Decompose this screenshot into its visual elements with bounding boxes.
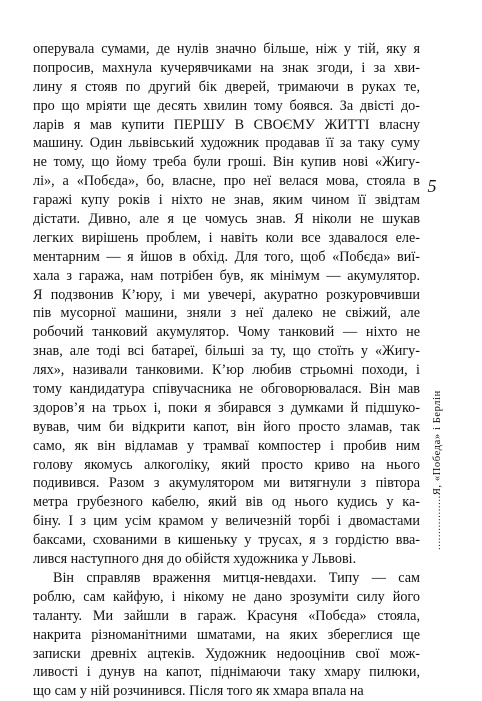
text-line: біну. І з цим усім крамом у величезній торбі і двомастами (33, 513, 420, 530)
text-line: вував, чим би відкрити капот, він його просто зламав, так (33, 418, 420, 435)
text-line: оперувала сумами, де нулів значно більше, ніж у тій, яку я (33, 41, 420, 57)
text-line: накрита різноманітними шматами, на яких збереглися ще (33, 626, 420, 643)
text-line: ливості і дунув на капот, піднімаючи таку хмару пилюки, (33, 664, 420, 681)
text-line: Я подзвонив К’юру, і ми увечері, акуратно розкуровчивши (33, 286, 420, 303)
text-line: тому кандидатура співучасника не обговорювалася. Він мав (33, 381, 420, 398)
text-line: здоров’я на трьох і, поки я збирався з думками й підшуко- (33, 399, 420, 416)
text-line: пів мусорної машини, зняли з неї далеко не свіжий, але (33, 305, 420, 322)
text-line: не тому, що йому треба були гроші. Він купив нові «Жигу- (33, 154, 420, 171)
text-line: ларів я мав купити ПЕРШУ В СВОЄМУ ЖИТТІ власну (33, 116, 420, 133)
text-line: лився наступного дня до обійстя художника у Львові. (33, 551, 357, 568)
text-line: таланту. Ми зайшли в гараж. Красуня «Побєда» стояла, (33, 607, 420, 624)
page-number: 5 (427, 176, 437, 196)
text-line: машину. Один львівський художник продавав її за таку суму (33, 135, 420, 152)
text-line: роблю, сам кайфую, і нікому не дано зрозуміти силу його (33, 588, 420, 605)
text-line: Він справляв враження митця-невдахи. Типу — сам (53, 569, 420, 586)
text-line: метра грубезного кабелю, який вів од нього кудись у ка- (33, 494, 420, 511)
text-line: дістати. Дивно, але я це чомусь знав. Я ніколи не шукав (33, 211, 420, 228)
text-line: лях», називали танковими. К’юр любив стрьомні походи, і (33, 362, 420, 379)
text-line: хала з гаража, нам потрібен був, як мінімум — акумулятор. (33, 267, 420, 284)
text-line: знав, але тоді всі батареї, більші за ту, що стоїть у «Жигу- (33, 343, 420, 360)
text-line: само, як він відламав у трамваї компостер і пробив ним (33, 437, 420, 454)
text-line: ментарним — я йшов в обхід. Для того, щоб «Побєда» виї- (33, 248, 420, 265)
text-line: баксами, схованими в кишеньку у трусах, я з гордістю вва- (33, 532, 420, 549)
text-line: робочий танковий акумулятор. Чому танковий — ніхто не (33, 324, 420, 341)
running-head (432, 220, 444, 550)
text-line: записки древніх ацтеків. Художник недооцінив свої мож- (33, 645, 420, 662)
text-line: подивився. Разом з акумулятором ми витягнули з півтора (33, 475, 420, 492)
text-line: легких вирішень проблем, і навіть коли все здавалося еле- (33, 229, 420, 246)
text-line: лі», а «Побєда», бо, власне, про неї велася мова, стояла в (33, 173, 420, 190)
text-line: про що мріяти ще десять хвилин тому боявся. За двісті до- (33, 97, 420, 114)
text-line: попросив, махнула кучерявчиками на знак згоди, і за хви- (33, 59, 420, 76)
text-line: що сам у ній розчинився. Після того як хмара впала на (33, 683, 364, 700)
body-text (33, 40, 420, 701)
text-line: голову якомусь алкоголіку, який просто криво на нього (33, 456, 420, 473)
text-line: лину я стояв по другий бік дверей, тримаючи в руках те, (33, 78, 420, 95)
running-head-text: .................Я, «Победа» і Берлін (432, 390, 443, 550)
text-line: гаражі купу років і ніхто не знав, яким чином її звідтам (33, 192, 420, 209)
